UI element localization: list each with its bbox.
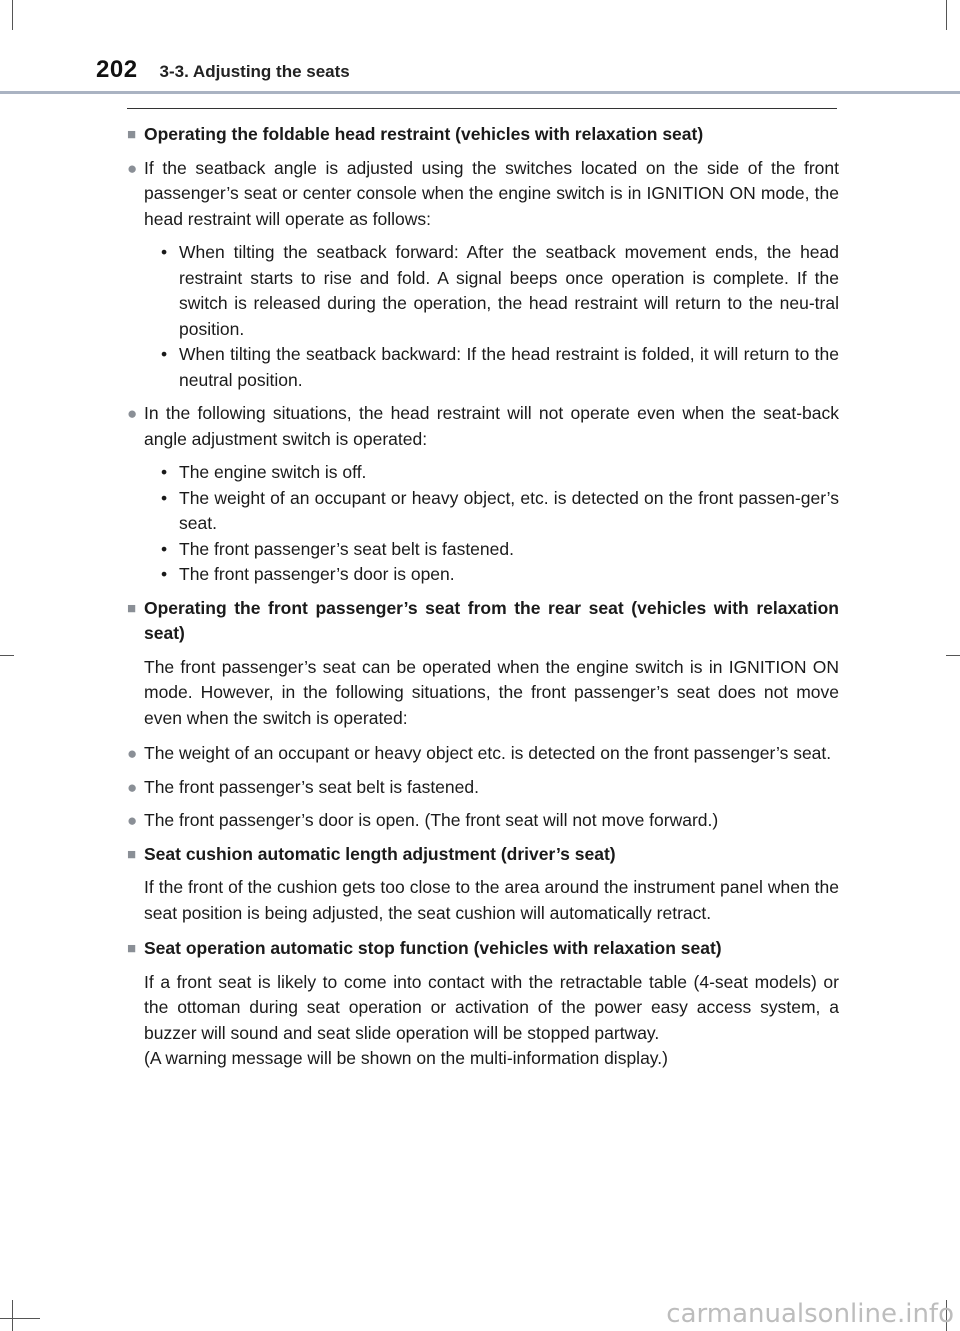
circle-bullet-icon: ● <box>127 777 138 797</box>
bullet-icon: • <box>161 344 168 364</box>
list-item: ● If the seatback angle is adjusted using the switches located on the side of the front passenger’s seat or center console when the engine switch is in IGNITION ON mode, the head restraint will operate as follows: <box>127 156 839 233</box>
square-icon: ■ <box>127 940 137 957</box>
circle-bullet-icon: ● <box>127 404 138 423</box>
heading-passenger-seat-from-rear: ■ Operating the front passenger’s seat from the rear seat (vehicles with relaxation seat) <box>127 596 839 647</box>
page-header <box>96 56 350 90</box>
bullet-icon: • <box>161 242 168 262</box>
crop-mark <box>12 1300 13 1331</box>
section-title: 3-3. Adjusting the seats <box>159 62 350 81</box>
bullet-icon: • <box>161 462 168 482</box>
header-rule <box>0 91 960 94</box>
circle-bullet-icon: ● <box>127 158 138 178</box>
square-icon: ■ <box>127 599 137 617</box>
sub-list-item: • The weight of an occupant or heavy object, etc. is detected on the front passen-ger’s seat. <box>161 486 839 537</box>
sub-list-item: • The front passenger’s seat belt is fastened. <box>161 537 839 563</box>
page-number: 202 <box>96 56 138 83</box>
heading-automatic-stop-function: ■ Seat operation automatic stop function (vehicles with relaxation seat) <box>127 936 839 962</box>
sub-list-item: • When tilting the seatback backward: If the head restraint is folded, it will return to the neutral position. <box>161 342 839 393</box>
heading-foldable-head-restraint: ■ Operating the foldable head restraint (vehicles with relaxation seat) <box>127 122 839 148</box>
paragraph: (A warning message will be shown on the multi-information display.) <box>144 1048 668 1068</box>
sub-list <box>161 460 839 588</box>
circle-bullet-icon: ● <box>127 744 138 763</box>
sub-list <box>161 240 839 393</box>
list-item: ● The front passenger’s seat belt is fastened. <box>127 775 839 801</box>
content-rule <box>127 108 837 109</box>
list-item: ● The weight of an occupant or heavy object etc. is detected on the front passenger’s seat. <box>127 741 839 767</box>
crop-mark <box>946 655 960 656</box>
circle-bullet-icon: ● <box>127 811 138 830</box>
watermark: carmanualsonline.info <box>666 1299 954 1329</box>
paragraph: If the front of the cushion gets too close to the area around the instrument panel when the seat position is being adjusted, the seat cushion will automatically retract. <box>144 877 839 923</box>
heading-seat-cushion-adjustment: ■ Seat cushion automatic length adjustment (driver’s seat) <box>127 842 839 868</box>
bullet-icon: • <box>161 487 168 508</box>
square-icon: ■ <box>127 845 137 863</box>
square-icon: ■ <box>127 126 137 143</box>
sub-list-item: • The engine switch is off. <box>161 460 839 486</box>
sub-list-item: • When tilting the seatback forward: After the seatback movement ends, the head restraint starts to rise and fold. A signal beeps once operation is complete. If the switch is released during the operation, the head restraint will return to the neu-tral position. <box>161 240 839 342</box>
sub-list-item: • The front passenger’s door is open. <box>161 562 839 588</box>
paragraph: If a front seat is likely to come into contact with the retractable table (4-seat models) or the ottoman during seat operation or activation of the power easy access system, a buzzer will sound and seat slide operation will be stopped partway. <box>144 971 839 1043</box>
crop-mark <box>0 655 14 656</box>
bullet-icon: • <box>161 564 168 584</box>
crop-mark <box>0 1318 40 1319</box>
crop-mark <box>946 0 947 30</box>
bullet-icon: • <box>161 538 168 559</box>
crop-mark <box>12 0 13 30</box>
list-item: ● In the following situations, the head restraint will not operate even when the seat-back angle adjustment switch is operated: <box>127 401 839 452</box>
page-content <box>127 122 839 1082</box>
list-item: ● The front passenger’s door is open. (The front seat will not move forward.) <box>127 808 839 834</box>
paragraph: The front passenger’s seat can be operated when the engine switch is in IGNITION ON mode. However, in the following situations, the front passenger’s seat does not move even when the switch is operated: <box>144 656 839 728</box>
